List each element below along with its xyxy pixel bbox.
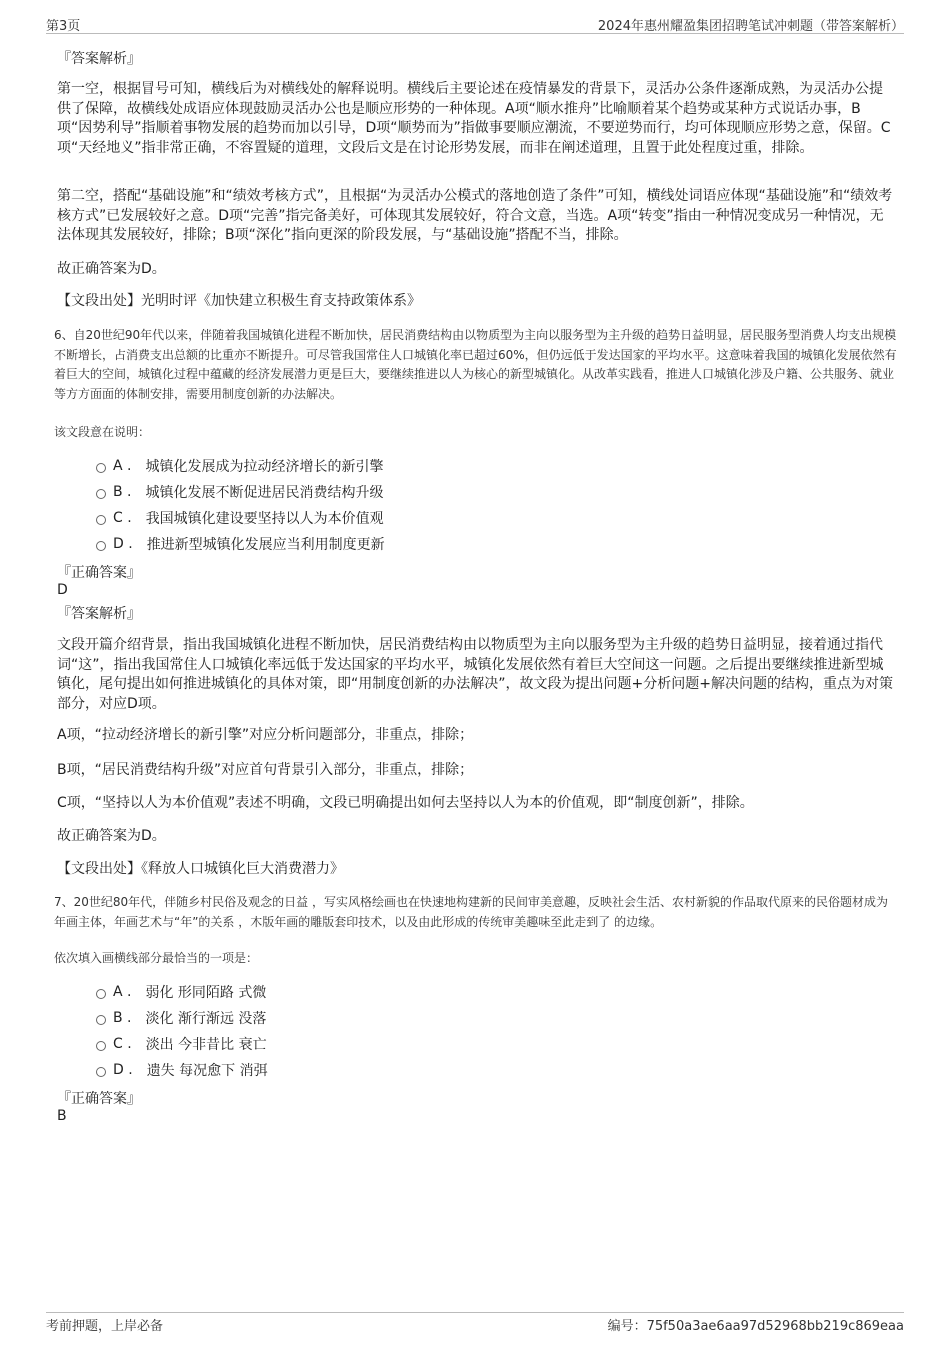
q7-option-a[interactable] [96,982,266,1002]
q6-analysis-c: C项，“坚持以人为本价值观”表述不明确，文段已明确提出如何去坚持以人为本的价值观，即“制度创新”，排除。 [57,795,754,811]
q5-analysis-p2: 第二空，搭配“基础设施”和“绩效考核方式”，且根据“为灵活办公模式的落地创造了条件”可知，横线处词语应体现“基础设施”和“绩效考核方式”已发展较好之意。D项“完善”指完备美好，可体现其发展较好，符合文意，当选。A项“转变”指由一种情况变成另一种情况，无法体现其发展较好，排除；B项“深化”指向更深的阶段发展，与“基础设施”搭配不当，排除。 [57,188,893,243]
page-number: 第3页 [46,19,81,34]
q6-option-d[interactable] [96,534,385,554]
option-text: 遗失 每况愈下 消弭 [146,1063,268,1079]
q7-option-d[interactable] [96,1060,268,1080]
q5-analysis-p1: 第一空，根据冒号可知，横线后为对横线处的解释说明。横线后主要论述在疫情暴发的背景下，灵活办公条件逐渐成熟，为灵活办公提供了保障，故横线处成语应体现鼓励灵活办公也是顺应形势的一种体现。A项“顺水推舟”比喻顺着某个趋势或某种方式说话办事，B项“因势利导”指顺着事物发展的趋势而加以引导，D项“顺势而为”指做事要顺应潮流，不要逆势而行，均可体现顺应形势之意，保留。C项“天经地义”指非常正确，不容置疑的道理，文段后文是在讨论形势发展，而非在阐述道理，且置于此处程度过重，排除。 [57,81,891,156]
q6-prompt: 该文段意在说明： [54,425,151,439]
q7-option-c[interactable] [96,1034,267,1054]
option-key: B . [113,484,132,500]
footer-serial: 编号：75f50a3ae6aa97d52968bb219c869eaa [607,1319,904,1334]
q5-conclusion: 故正确答案为D。 [57,261,166,277]
option-key: B . [113,1010,132,1026]
option-text: 城镇化发展成为拉动经济增长的新引擎 [145,459,384,475]
q7-prompt: 依次填入画横线部分最恰当的一项是： [54,951,259,965]
option-text: 推进新型城镇化发展应当利用制度更新 [146,537,385,553]
option-key: C . [113,1036,132,1052]
q6-text: 6、自20世纪90年代以来，伴随着我国城镇化进程不断加快，居民消费结构由以物质型为主向以服务型为主升级的趋势日益明显，居民服务型消费人均支出规模不断增长，占消费支出总额的比重亦不断提升。可尽管我国常住人口城镇化率已超过60%，但仍远低于发达国家的平均水平。这意味着我国的城镇化发展依然有着巨大的空间，城镇化过程中蕴藏的经济发展潜力更是巨大，要继续推进以人为核心的新型城镇化。从改革实践看，推进人口城镇化涉及户籍、公共服务、就业等方方面面的体制安排，需要用制度创新的办法解决。 [54,328,897,401]
q6-option-b[interactable] [96,482,384,502]
option-key: A . [113,458,132,474]
radio-icon[interactable] [96,989,106,999]
footer-slogan: 考前押题，上岸必备 [46,1319,164,1334]
q7-text: 7、20世纪80年代，伴随乡村民俗及观念的日益 ，写实风格绘画也在快速地构建新的民间审美意趣，反映社会生活、农村新貌的作品取代原来的民俗题材成为年画主体，年画艺术与“年”的关系 ，木版年画的雕版套印技术，以及由此形成的传统审美趣味至此走到了 的边缘。 [54,895,888,929]
option-text: 城镇化发展不断促进居民消费结构升级 [145,485,384,501]
q6-conclusion: 故正确答案为D。 [57,828,166,844]
radio-icon[interactable] [96,515,106,525]
q6-option-a[interactable] [96,456,383,476]
option-text: 淡化 渐行渐远 没落 [145,1011,267,1027]
radio-icon[interactable] [96,1067,106,1077]
radio-icon[interactable] [96,489,106,499]
page-footer [46,1312,904,1343]
radio-icon[interactable] [96,1015,106,1025]
radio-icon[interactable] [96,1041,106,1051]
radio-icon[interactable] [96,463,106,473]
q7-option-b[interactable] [96,1008,266,1028]
q6-source: 【文段出处】《释放人口城镇化巨大消费潜力》 [57,861,344,877]
option-key: D . [113,536,133,552]
option-text: 我国城镇化建设要坚持以人为本价值观 [145,511,384,527]
option-text: 弱化 形同陌路 式微 [145,985,267,1001]
q6-analysis-a: A项，“拉动经济增长的新引擎”对应分析问题部分，非重点，排除； [57,727,474,743]
q7-answer: B [57,1108,67,1124]
option-key: A . [113,984,132,1000]
q6-answer: D [57,582,68,598]
option-key: D . [113,1062,133,1078]
q6-analysis-p1: 文段开篇介绍背景，指出我国城镇化进程不断加快，居民消费结构由以物质型为主向以服务型为主升级的趋势日益明显，接着通过指代词“这”，指出我国常住人口城镇化率远低于发达国家的平均水平，城镇化发展依然有着巨大空间这一问题。之后提出要继续推进新型城镇化，尾句提出如何推进城镇化的具体对策，即“用制度创新的办法解决”，故文段为提出问题+分析问题+解决问题的结构，重点为对策部分，对应D项。 [57,637,893,712]
q6-analysis-b: B项，“居民消费结构升级”对应首句背景引入部分，非重点，排除； [57,762,474,778]
option-key: C . [113,510,132,526]
option-text: 淡出 今非昔比 衰亡 [145,1037,267,1053]
q6-answer-title: 『正确答案』 [57,565,141,581]
q7-answer-title: 『正确答案』 [57,1091,141,1107]
q6-analysis-title: 『答案解析』 [57,606,141,622]
q6-option-c[interactable] [96,508,384,528]
q5-analysis-title: 『答案解析』 [57,51,141,67]
document-title: 2024年惠州耀盈集团招聘笔试冲刺题（带答案解析） [597,19,904,34]
radio-icon[interactable] [96,541,106,551]
page-header [46,13,904,34]
q5-source: 【文段出处】光明时评《加快建立积极生育支持政策体系》 [57,293,421,309]
